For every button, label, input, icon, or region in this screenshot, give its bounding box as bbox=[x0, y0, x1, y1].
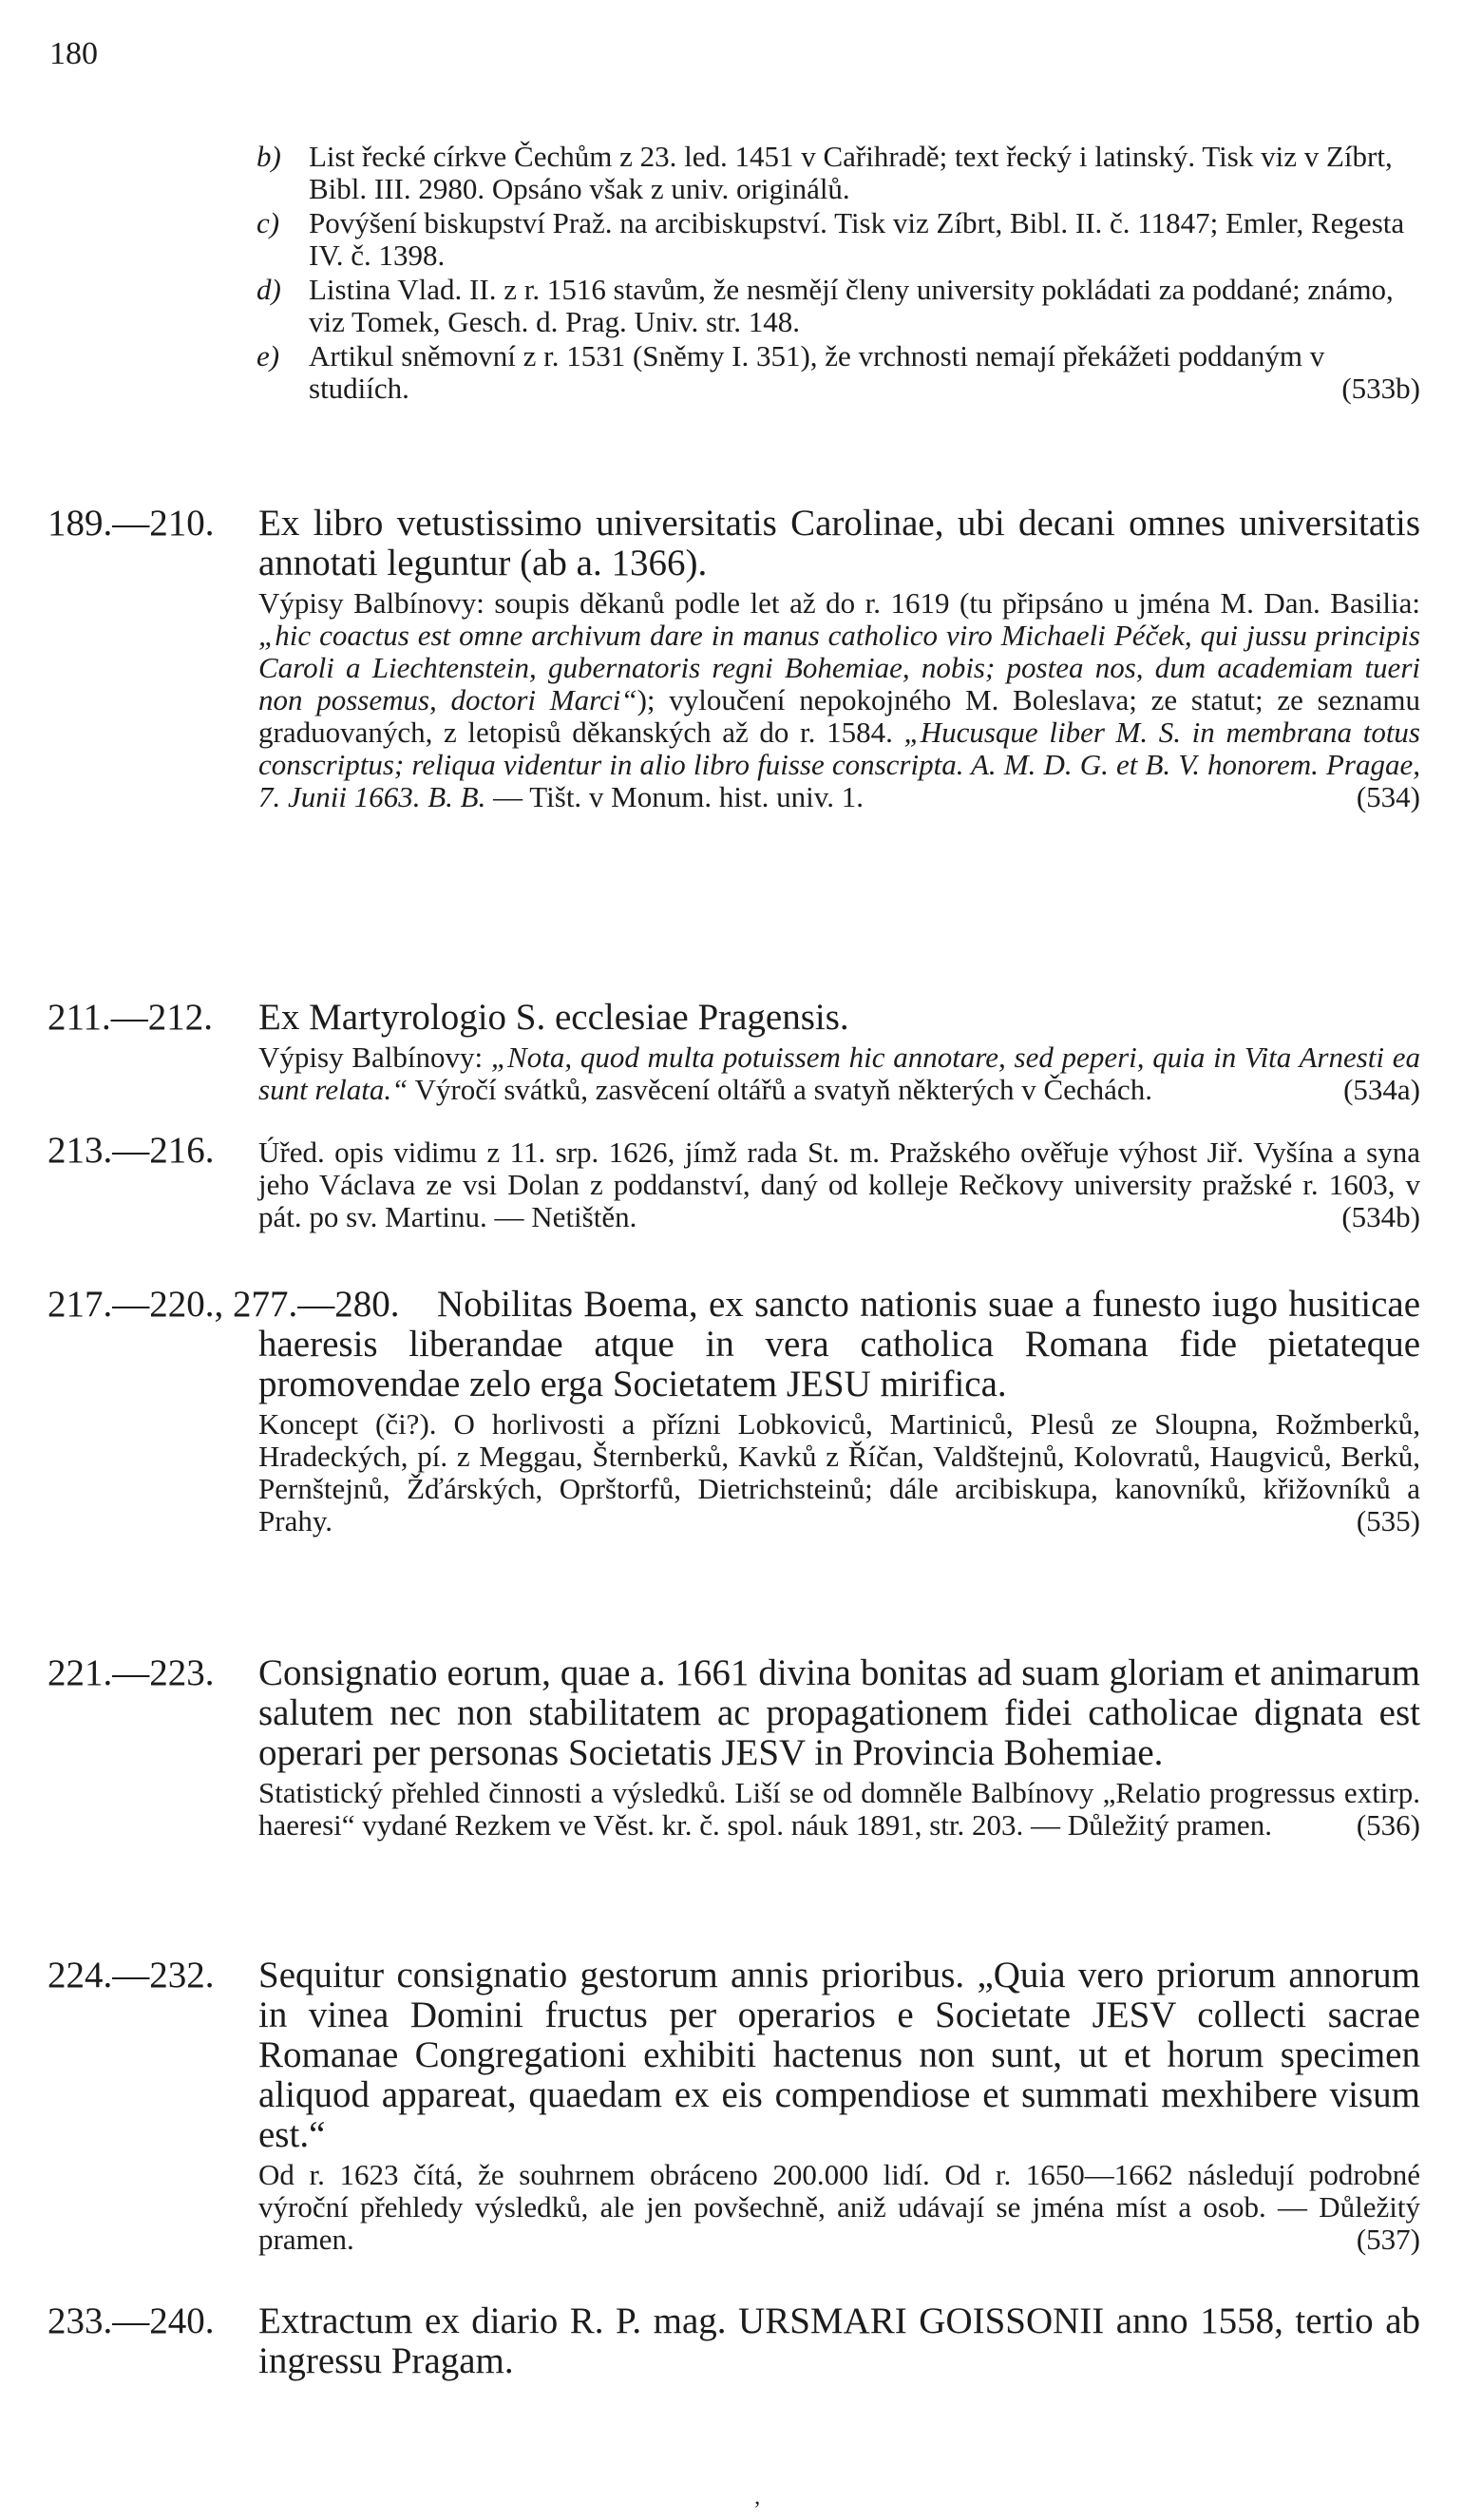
page-number: 180 bbox=[49, 36, 98, 71]
entry-number: 211.—212. bbox=[48, 997, 214, 1038]
note-text: Výpisy Balbínovy: bbox=[258, 1040, 491, 1074]
entry-189-210 bbox=[48, 504, 1420, 813]
reference-number: (535) bbox=[1356, 1504, 1420, 1537]
entry-217-220-277-280 bbox=[48, 1285, 1420, 1537]
sub-item-c bbox=[256, 207, 1420, 272]
sub-item-mark: b) bbox=[256, 140, 281, 173]
entry-211-212 bbox=[48, 998, 1420, 1106]
entry-note bbox=[258, 1777, 1420, 1842]
footer-mark: ‚ bbox=[753, 2485, 761, 2510]
entry-note bbox=[258, 1408, 1420, 1537]
note-quote: „hic coactus est omne archivum dare in manus catholico viro Michaeli Péček, qui jussu principis Caroli a Liechtenstein, gubernatoris regni Bohemiae, nobis; postea nos, dum academiam tueri non possemus, doctori Marci“ bbox=[258, 619, 1420, 716]
entry-213-216 bbox=[48, 1131, 1420, 1233]
reference-number: (534a) bbox=[1343, 1073, 1420, 1106]
entry-title: Nobilitas Boema, ex sancto nationis suae a funesto iugo husiticae haeresis liberandae atque in vera catholica Romana fide pietateque promovendae zelo erga Societatem JESU mirifica. bbox=[258, 1284, 1420, 1404]
entry-title: Sequitur consignatio gestorum annis prioribus. „Quia vero priorum annorum in vinea Domini fructus per operarios e Societate JESV collecti sacrae Romanae Congregationi exhibiti hactenus non sunt, ut et horum specimen aliquod appareat, quaedam ex eis compendiose et summati mexhibere visum est.“ bbox=[258, 1955, 1420, 2155]
note-text-post: — Tišt. v Monum. hist. univ. 1. bbox=[485, 780, 864, 813]
entry-224-232 bbox=[48, 1956, 1420, 2256]
entry-233-240 bbox=[48, 2301, 1420, 2381]
reference-number: (537) bbox=[1356, 2223, 1420, 2256]
entry-number: 221.—223. bbox=[48, 1652, 215, 1693]
reference-number: (534b) bbox=[1341, 1200, 1420, 1233]
note-quote-2: „Hucusque liber M. S. in membrana totus conscriptus; reliqua videntur in alio libro fuisse conscripta. A. M. D. G. et B. V. honorem. Pragae, 7. Junii 1663. B. B. bbox=[258, 716, 1420, 813]
sub-item-text: List řecké církve Čechům z 23. led. 1451 v Cařihradě; text řecký i latinský. Tisk viz v Zíbrt, Bibl. III. 2980. Opsáno však z univ. originálů. bbox=[309, 140, 1393, 205]
sub-item-mark: c) bbox=[256, 206, 280, 239]
reference-number: (533b) bbox=[1341, 372, 1420, 405]
note-text: Výpisy Balbínovy: soupis děkanů podle let až do r. 1619 (tu připsáno u jména M. Dan. Basilia: bbox=[258, 586, 1420, 620]
entry-note bbox=[258, 1041, 1420, 1106]
entry-title: Ex libro vetustissimo universitatis Carolinae, ubi decani omnes universitatis annotati leguntur (ab a. 1366). bbox=[258, 503, 1420, 583]
sub-item-d bbox=[256, 274, 1420, 338]
entry-title: Ex Martyrologio S. ecclesiae Pragensis. bbox=[258, 997, 849, 1038]
entry-note bbox=[258, 2159, 1420, 2256]
sub-item-mark: e) bbox=[256, 339, 280, 372]
sub-item-text: Listina Vlad. II. z r. 1516 stavům, že nesmějí členy university pokládati za poddané; známo, viz Tomek, Gesch. d. Prag. Univ. str. 148. bbox=[309, 273, 1394, 338]
entry-note bbox=[258, 1136, 1420, 1233]
note-quote: „Nota, quod multa potuissem hic annotare, sed peperi, quia in Vita Arnesti ea sunt relata.“ bbox=[258, 1040, 1421, 1106]
sub-item-mark: d) bbox=[256, 273, 281, 306]
entry-note bbox=[258, 587, 1420, 813]
reference-number: (536) bbox=[1356, 1808, 1420, 1842]
note-text: Statistický přehled činnosti a výsledků. Liší se od domněle Balbínovy „Relatio progressus extirp. haeresi“ vydané Rezkem ve Věst. kr. č. spol. náuk 1891, str. 203. — Důležitý pramen. bbox=[258, 1776, 1420, 1842]
sub-item-e bbox=[256, 340, 1420, 405]
note-text: Koncept (či?). O horlivosti a přízni Lobkoviců, Martiniců, Plesů ze Sloupna, Rožmberků, Hradeckých, pí. z Meggau, Šternberků, Kavků z Říčan, Valdštejnů, Kolovratů, Haugviců, Berků, Pernštejnů, Žďárských, Oprštorfů, Dietrichsteinů; dále arcibiskupa, kanovníků, křižovníků a Prahy. bbox=[258, 1407, 1420, 1537]
note-text-mid: Výročí svátků, zasvěcení oltářů a svatyň některých v Čechách. bbox=[408, 1073, 1152, 1106]
reference-number: (534) bbox=[1356, 780, 1420, 813]
entry-title: Extractum ex diario R. P. mag. URSMARI GOISSONII anno 1558, tertio ab ingressu Pragam. bbox=[258, 2300, 1420, 2381]
sub-items bbox=[256, 141, 1420, 407]
entry-number: 217.—220., 277.—280. bbox=[48, 1284, 400, 1325]
entry-title: Consignatio eorum, quae a. 1661 divina bonitas ad suam gloriam et animarum salutem nec non stabilitatem ac propagationem fidei catholicae dignata est operari per personas Societatis JESV in Provincia Bohemiae. bbox=[258, 1652, 1420, 1773]
note-text: Úřed. opis vidimu z 11. srp. 1626, jímž rada St. m. Pražského ověřuje výhost Jiř. Vyšína a syna jeho Václava ze vsi Dolan z poddanství, daný od kolleje Rečkovy university pražské r. 1603, v pát. po sv. Martinu. — Netištěn. bbox=[258, 1136, 1420, 1233]
sub-item-b bbox=[256, 141, 1420, 205]
note-text: Od r. 1623 čítá, že souhrnem obráceno 200.000 lidí. Od r. 1650—1662 následují podrobné výroční přehledy výsledků, ale jen povšechně, aniž udávají se jména míst a osob. — Důležitý pramen. bbox=[258, 2158, 1420, 2256]
entry-221-223 bbox=[48, 1653, 1420, 1842]
sub-item-text: Povýšení biskupství Praž. na arcibiskupství. Tisk viz Zíbrt, Bibl. II. č. 11847; Emler, Regesta IV. č. 1398. bbox=[309, 206, 1405, 272]
entry-number: 224.—232. bbox=[48, 1955, 215, 1995]
entry-number: 233.—240. bbox=[48, 2300, 215, 2341]
note-text-mid: ); vyloučení nepokojného M. Boleslava; ze statut; ze seznamu graduovaných, z letopisů děkanských až do r. 1584. bbox=[258, 683, 1420, 749]
entry-number: 189.—210. bbox=[48, 503, 215, 544]
sub-item-text: Artikul sněmovní z r. 1531 (Sněmy I. 351), že vrchnosti nemají překážeti poddaným v studiích. bbox=[309, 339, 1325, 405]
entry-number: 213.—216. bbox=[48, 1130, 215, 1171]
